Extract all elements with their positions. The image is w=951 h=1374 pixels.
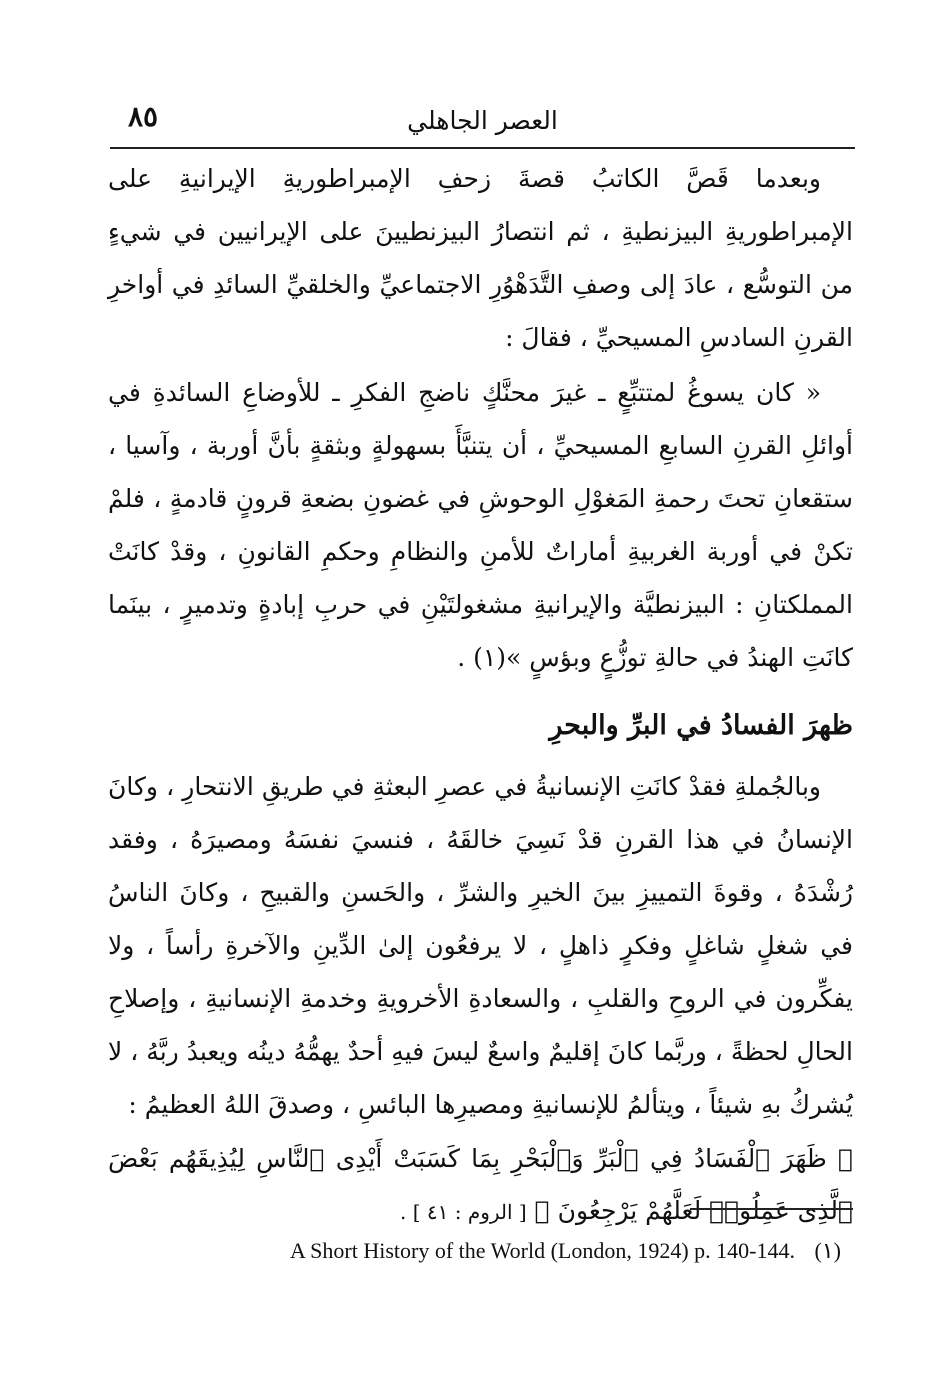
quran-reference: [ الروم : ٤١ ] .	[400, 1200, 527, 1224]
paragraph: وبعدما قَصَّ الكاتبُ قصةَ زحفِ الإمبراطوريةِ الإيرانيةِ على الإمبراطوريةِ البيزنطيةِ ، ثم انتصارُ البيزنطيينَ على الإيرانيين في شيءٍ من التوسُّع ، عادَ إلى وصفِ التَّدَهْوُرِ الاجتماعيِّ والخلقيِّ السائدِ في أواخرِ القرنِ السادسِ المسيحيِّ ، فقالَ :	[108, 164, 853, 352]
running-title: العصر الجاهلي	[407, 106, 558, 135]
paragraph: وبالجُملةِ فقدْ كانَتِ الإنسانيةُ في عصرِ البعثةِ في طريقِ الانتحارِ ، وكانَ الإنسانُ في هذا القرنِ قدْ نَسِيَ خالقَهُ ، فنسيَ نفسَهُ ومصيرَهُ ، وفقد رُشْدَهُ ، وقوةَ التمييزِ بينَ الخيرِ والشرِّ ، والحَسنِ والقبيحِ ، وكانَ الناسُ في شغلٍ شاغلٍ وفكرٍ ذاهلٍ ، لا يرفعُون إلىٰ الدِّينِ والآخرةِ رأساً ، ولا يفكِّرون في الروحِ والقلبِ ، والسعادةِ الأخرويةِ وخدمةِ الإنسانيةِ ، وإصلاحِ الحالِ لحظةً ، وربَّما كانَ إقليمٌ واسعٌ ليسَ فيهِ أحدٌ يهمُّهُ دينُه ويعبدُ ربَّهُ ، لا يُشركُ بهِ شيئاً ، ويتألمُ للإنسانيةِ ومصيرِها البائسِ ، وصدقَ اللهُ العظيمُ :	[108, 772, 853, 1119]
footnote	[290, 1238, 850, 1264]
page-number: ٨٥	[128, 100, 159, 133]
quran-verse-block	[108, 1133, 853, 1238]
header-divider	[110, 147, 855, 149]
page-body	[108, 152, 853, 1238]
footnote-marker: (١)	[814, 1238, 841, 1263]
page-header	[110, 100, 855, 145]
footnote-text: A Short History of the World (London, 1924) p. 140-144.	[290, 1238, 796, 1263]
footnote-divider	[690, 1208, 853, 1210]
section-heading: ظهرَ الفسادُ في البرِّ والبحرِ	[549, 710, 853, 741]
quoted-paragraph: « كان يسوغُ لمتتبِّعٍ ـ غيرَ محنَّكٍ ناضجِ الفكرِ ـ للأوضاعِ السائدةِ في أوائلِ القرنِ السابعِ المسيحيِّ ، أن يتنبَّأَ بسهولةٍ وبثقةٍ بأنَّ أوربة ، وآسيا ، ستقعانِ تحتَ رحمةِ المَغوْلِ الوحوشِ في غضونِ بضعةِ قرونٍ قادمةٍ ، فلمْ تكنْ في أوربة الغربيةِ أماراتٌ للأمنِ والنظامِ وحكمِ القانونِ ، وقدْ كانَتْ المملكتانِ : البيزنطيَّة والإيرانيةِ مشغولتَيْنِ في حربِ إبادةٍ وتدميرٍ ، بينَما كانَتِ الهندُ في حالةِ توزُّعٍ وبؤسٍ »(١) .	[108, 378, 853, 672]
quran-verse: ﴿ ظَهَرَ ٱلْفَسَادُ فِي ٱلْبَرِّ وَٱلْبَحْرِ بِمَا كَسَبَتْ أَيْدِى ٱلنَّاسِ لِيُذِيقَهُم بَعْضَ ٱلَّذِى عَمِلُوا۟ لَعَلَّهُمْ يَرْجِعُونَ ﴾	[108, 1144, 853, 1225]
